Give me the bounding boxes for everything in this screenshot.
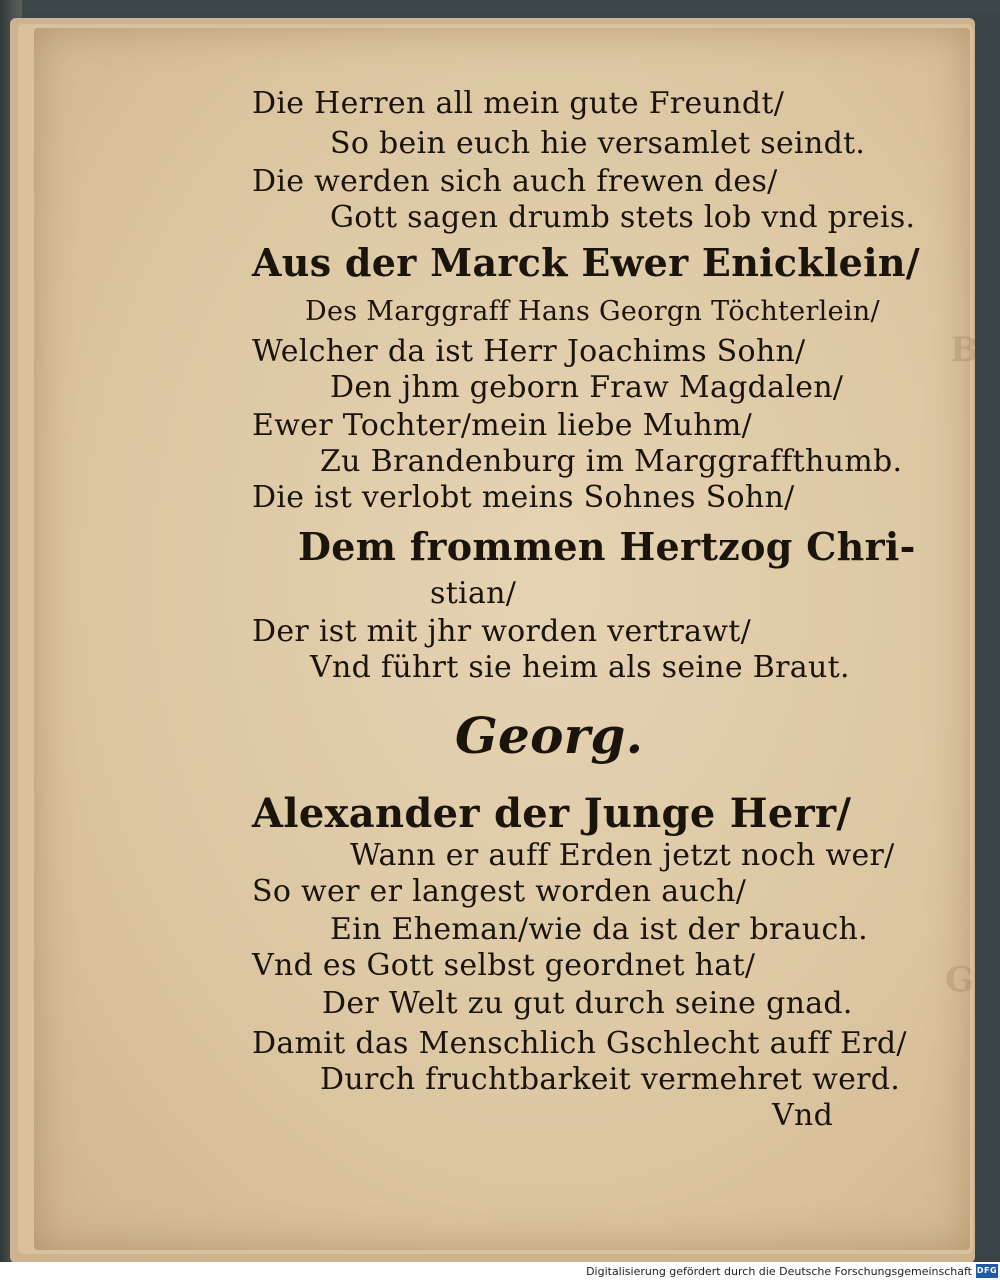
catchword: Vnd [772, 1098, 834, 1133]
verse-line: Ewer Tochter/mein liebe Muhm/ [252, 408, 753, 443]
verse-line-large: Aus der Marck Ewer Enicklein/ [252, 240, 920, 285]
verse-line: Wann er auff Erden jetzt noch wer/ [350, 838, 895, 873]
verse-line: Des Marggraff Hans Georgn Töchterlein/ [305, 296, 880, 327]
verse-line: Der Welt zu gut durch seine gnad. [322, 986, 853, 1021]
speaker-heading: Georg. [455, 706, 644, 765]
show-through-mark: B [950, 330, 979, 370]
show-through-mark: G [945, 960, 975, 1000]
verse-line: Der ist mit jhr worden vertrawt/ [252, 614, 752, 649]
verse-line: So wer er langest worden auch/ [252, 874, 747, 909]
verse-line: Durch fruchtbarkeit vermehret werd. [320, 1062, 901, 1097]
verse-line: So bein euch hie versamlet seindt. [330, 126, 866, 161]
scan-background [0, 0, 1000, 14]
verse-line: Ein Eheman/wie da ist der brauch. [330, 912, 869, 947]
verse-line: stian/ [430, 576, 517, 611]
verse-line: Zu Brandenburg im Marggraffthumb. [320, 444, 903, 479]
verse-line-initial: Alexander der Junge Herr/ [252, 790, 852, 837]
verse-line: Die ist verlobt meins Sohnes Sohn/ [252, 480, 795, 515]
verse-line-large: Dem frommen Hertzog Chri- [298, 524, 916, 569]
verse-line: Welcher da ist Herr Joachims Sohn/ [252, 334, 806, 369]
verse-line: Die werden sich auch frewen des/ [252, 164, 778, 199]
footer-bar [0, 1262, 1000, 1282]
verse-line: Vnd es Gott selbst geordnet hat/ [252, 948, 756, 983]
verse-line: Den jhm geborn Fraw Magdalen/ [330, 370, 844, 405]
funding-credit: Digitalisierung gefördert durch die Deutsche Forschungsgemeinschaft [586, 1265, 972, 1278]
verse-line: Damit das Menschlich Gschlecht auff Erd/ [252, 1026, 907, 1061]
verse-line: Gott sagen drumb stets lob vnd preis. [330, 200, 916, 235]
verse-line: Die Herren all mein gute Freundt/ [252, 86, 785, 121]
dfg-logo: DFG [976, 1264, 998, 1278]
verse-line: Vnd führt sie heim als seine Braut. [310, 650, 850, 685]
